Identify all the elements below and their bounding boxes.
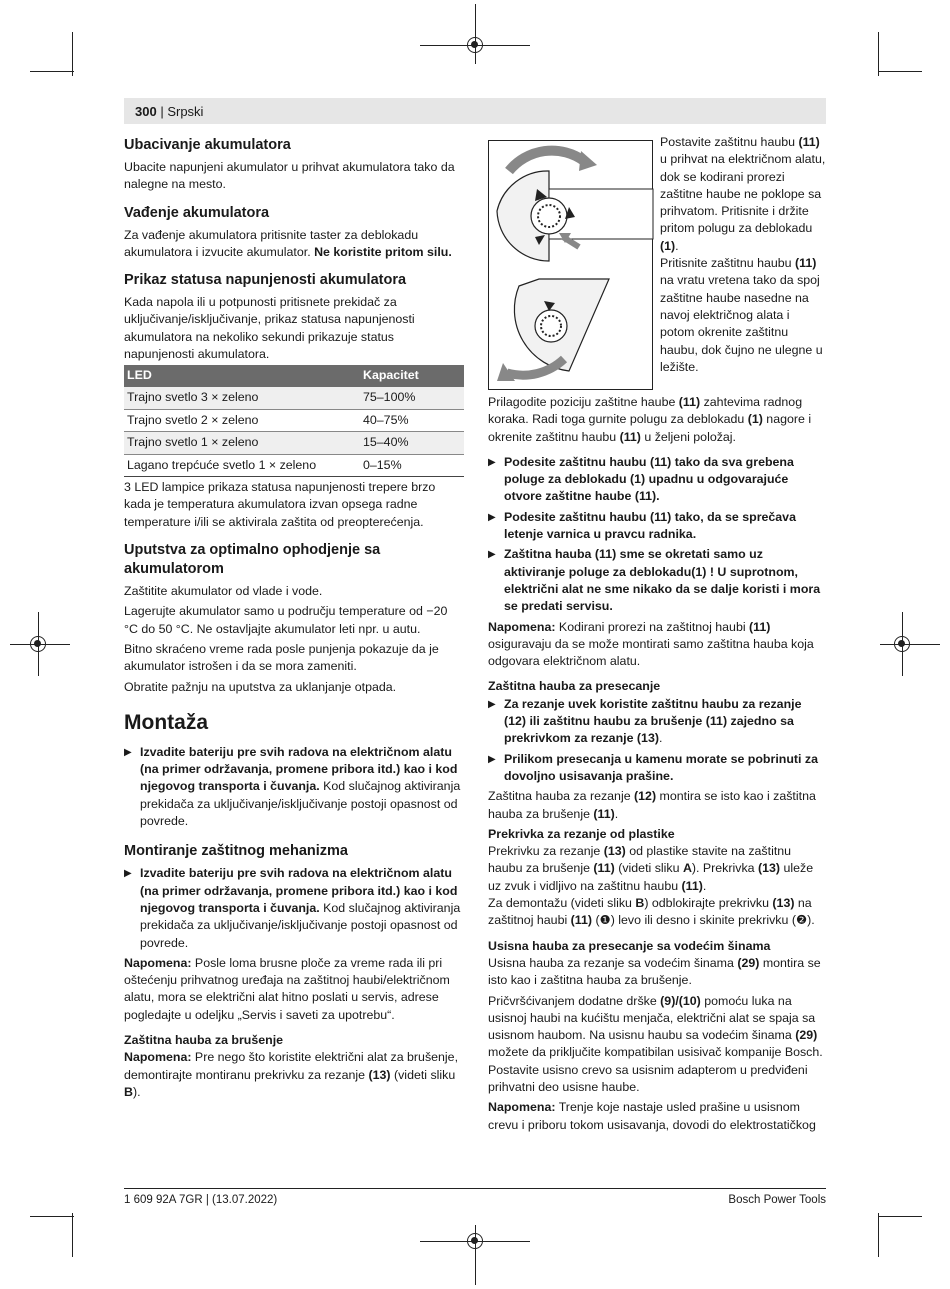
section-title: Montiranje zaštitnog mehanizma	[124, 843, 348, 860]
warning-bullet: ▶ Izvadite bateriju pre svih radova na električnom alatu (na primer održavanja, promene pribora itd.) kao i kod njegovog transporta i čuvanja. Kod slučajnog aktiviranja prekidača za uključivanje/isključivanje postoji opasnost od povrede.	[124, 744, 464, 830]
table-header-capacity: Kapacitet	[360, 365, 464, 386]
paragraph: 3 LED lampice prikaza statusa napunjenosti trepere brzo kada je temperatura akumulatora izvan opsega radne temperature i/ili se aktivirala zaštita od preopterećenja.	[124, 480, 436, 529]
section-title: Uputstva za optimalno ophodjenje sa akumulatorom	[124, 542, 381, 578]
table-row: Trajno svetlo 2 × zeleno 40–75%	[124, 409, 464, 432]
battery-status-table	[124, 365, 464, 477]
step-1-icon: ❶	[599, 913, 611, 928]
warning-bullet: ▶ Podesite zaštitnu haubu (11) tako, da se sprečava letenje varnica u pravcu radnika.	[488, 509, 826, 544]
section-title: Prikaz statusa napunjenosti akumulatora	[124, 272, 407, 289]
paragraph: Zaštitite akumulator od vlade i vode.	[124, 584, 323, 599]
paragraph: Prilagodite poziciju zaštitne haube (11) zahtevima radnog koraka. Radi toga gurnite polugu za deblokadu (1) nagore i okrenite zaštitnu haubu (11) u željeni položaj.	[488, 395, 812, 444]
registration-mark-icon	[894, 636, 910, 652]
warning-bullet: ▶ Zaštitna hauba (11) sme se okretati samo uz aktiviranje poluge za deblokadu(1) ! U suprotnom, električni alat ne sme nikako da se dalje koristi i mora se predati servisu.	[488, 546, 826, 615]
table-row: Trajno svetlo 1 × zeleno 15–40%	[124, 432, 464, 455]
subsection-title: Zaštitna hauba za brušenje	[124, 1033, 284, 1047]
arrow-head-icon	[579, 151, 597, 171]
paragraph: Kada napola ili u potpunosti pritisnete prekidač za uključivanje/isključivanje, prikaz statusa napunjenosti akumulatora na nekoliko sekundi prikazuje status napunjenosti akumulatora.	[124, 295, 415, 362]
paragraph: Za demontažu (videti sliku B) odblokirajte prekrivku (13) na zaštitnoj haubi (11) (❶) levo ili desno i skinite prekrivku (❷).	[488, 896, 815, 928]
page-language: Srpski	[167, 104, 204, 119]
spindle-flange	[531, 198, 567, 234]
rotation-arrow-icon	[507, 359, 564, 375]
subsection-title: Prekrivka za rezanje od plastike	[488, 826, 675, 841]
paragraph: Usisna hauba za rezanje sa vodećim šinama (29) montira se isto kao i zaštitna hauba za brušenje.	[488, 955, 821, 988]
table-row: Trajno svetlo 3 × zeleno 75–100%	[124, 387, 464, 410]
note-paragraph: Napomena: Posle loma brusne ploče za vreme rada ili pri oštećenju prihvatnog uređaja na zaštitnoj haubi/električnom alatu, mora se električni alat hitno poslati u servis, adrese pogledajte u odeljku „Servis i saveti za upotrebu“.	[124, 955, 450, 1022]
angle-grinder-guard-illustration	[489, 141, 654, 391]
note-paragraph: Napomena: Kodirani prorezi na zaštitnoj haubi (11) osiguravaju da se može montirati samo zaštitna hauba koja odgovara električnom alatu.	[488, 619, 814, 669]
page-number: 300	[135, 104, 157, 119]
registration-mark-icon	[467, 37, 483, 53]
page-header-text: 300 | Srpski	[135, 104, 204, 119]
rotation-arrow-icon	[509, 151, 584, 171]
registration-line	[880, 644, 940, 645]
figure-caption-text	[660, 134, 826, 376]
crop-mark	[878, 71, 922, 72]
warning-bullet: ▶ Prilikom presecanja u kamenu morate se pobrinuti za dovoljno usisavanja prašine.	[488, 751, 826, 786]
warning-bullet: ▶ Izvadite bateriju pre svih radova na električnom alatu (na primer održavanja, promene pribora itd.) kao i kod njegovog transporta i čuvanja. Kod slučajnog aktiviranja prekidača za uključivanje/isključivanje postoji opasnost od povrede.	[124, 865, 464, 951]
footer-brand: Bosch Power Tools	[728, 1194, 826, 1206]
paragraph: Zaštitna hauba za rezanje (12) montira se isto kao i zaštitna hauba za brušenje (11).	[488, 789, 816, 821]
crop-mark	[878, 32, 879, 76]
crop-mark	[30, 71, 74, 72]
crop-mark	[878, 1213, 879, 1257]
footer-divider	[124, 1188, 826, 1189]
crop-mark	[72, 1213, 73, 1257]
registration-line	[475, 4, 476, 64]
step-2-icon: ❷	[795, 913, 808, 928]
paragraph: Lagerujte akumulator samo u području temperature od −20 °C do 50 °C. Ne ostavljajte akumulator leti npr. u autu.	[124, 604, 448, 636]
paragraph: Ubacite napunjeni akumulator u prihvat akumulatora tako da nalegne na mesto.	[124, 160, 455, 192]
crop-mark	[878, 1216, 922, 1217]
guard-mounting-figure	[488, 140, 653, 390]
crop-mark	[30, 1216, 74, 1217]
spindle-flange	[535, 310, 567, 342]
table-header-led: LED	[124, 365, 360, 386]
warning-bullet: ▶ Podesite zaštitnu haubu (11) tako da sva grebena poluge za deblokadu (1) upadnu u odgovarajuće otvore zaštitne haube (11).	[488, 454, 826, 506]
paragraph: Pričvršćivanjem dodatne drške (9)/(10) pomoću luka na usisnoj haubi na kućištu menjača, električni alat se spaja sa usisnom haubom. Na usisnu haubu sa vodećim šinama (29) možete da priključite kompatibilan usisivač kompanije Bosch. Postavite usisno crevo sa usisnim adapterom u predviđeni prihvatni deo usisne haube.	[488, 993, 823, 1094]
chapter-title: Montaža	[124, 710, 208, 734]
paragraph: Bitno skraćeno vreme rada posle punjenja pokazuje da je akumulator istrošen i da se mora zameniti.	[124, 641, 439, 674]
page-header	[124, 98, 826, 124]
left-column	[124, 134, 464, 1104]
section-title: Ubacivanje akumulatora	[124, 137, 291, 153]
paragraph: Za vađenje akumulatora pritisnite taster za deblokadu akumulatora i izvucite akumulator. Ne koristite pritom silu.	[124, 227, 452, 259]
footer-document-id: 1 609 92A 7GR | (13.07.2022)	[124, 1194, 278, 1206]
section-title: Vađenje akumulatora	[124, 204, 270, 221]
crop-mark	[72, 32, 73, 76]
registration-mark-icon	[30, 636, 46, 652]
note-paragraph: Napomena: Pre nego što koristite električni alat za brušenje, demontirajte montiranu prekrivku za rezanje (13) (videti sliku B).	[124, 1050, 459, 1099]
figure-block	[488, 134, 826, 396]
table-row: Lagano trepćuće svetlo 1 × zeleno 0–15%	[124, 454, 464, 477]
paragraph: Obratite pažnju na uputstva za uklanjanje otpada.	[124, 679, 397, 694]
paragraph: Pritisnite zaštitnu haubu (11) na vratu vretena tako da spoj zaštitne haube nasedne na navoj električnog alata i potom okrenite zaštitnu haubu, dok čujno ne ulegne u ležište.	[660, 256, 823, 374]
note-paragraph: Napomena: Trenje koje nastaje usled prašine u usisnom crevu i priboru tokom usisavanja, dovodi do elektrostatičkog	[488, 1100, 816, 1132]
subsection-title: Zaštitna hauba za presecanje	[488, 679, 661, 694]
paragraph: Prekrivku za rezanje (13) od plastike stavite na zaštitnu haubu za brušenje (11) (videti sliku A). Prekrivka (13) uleže uz zvuk i vidljivo na zaštitnu haubu (11).	[488, 844, 814, 893]
subsection-title: Usisna hauba za presecanje sa vodećim šinama	[488, 938, 771, 953]
registration-mark-icon	[467, 1233, 483, 1249]
right-column	[488, 134, 826, 1137]
paragraph: Postavite zaštitnu haubu (11) u prihvat na električnom alatu, dok se kodirani prorezi zaštitne haube ne poklope sa prihvatom. Pritisnite i držite pritom polugu za deblokadu (1).	[660, 135, 826, 253]
warning-bullet: ▶ Za rezanje uvek koristite zaštitnu haubu za rezanje (12) ili zaštitnu haubu za brušenje (11) zajedno sa prekrivkom za rezanje (13).	[488, 696, 826, 748]
